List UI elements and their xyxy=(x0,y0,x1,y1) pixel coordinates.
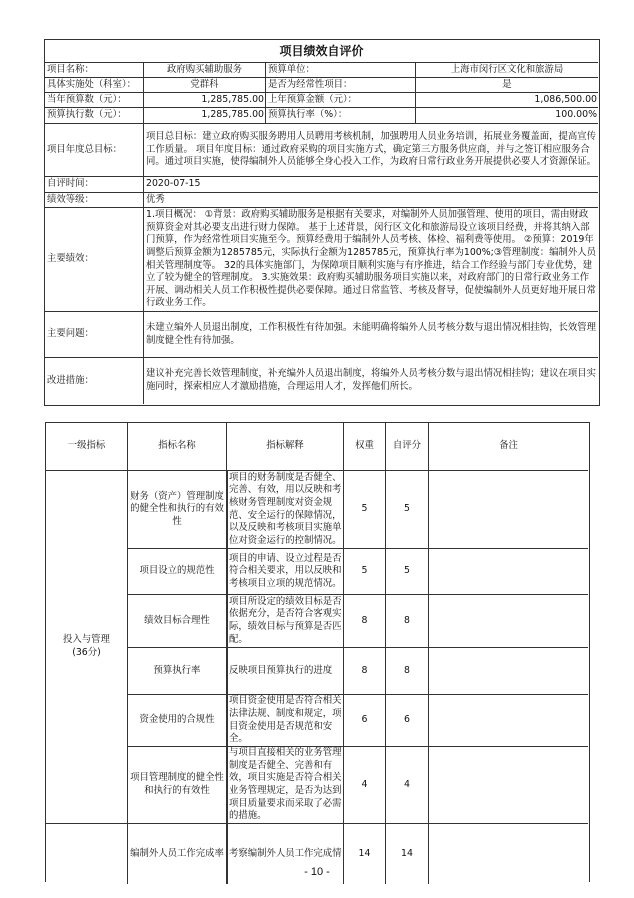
indicator-score: 4 xyxy=(386,747,429,824)
indicator-weight: 5 xyxy=(344,549,386,595)
performance-label: 主要绩效： xyxy=(45,208,144,312)
indicator-score: 8 xyxy=(386,595,429,648)
executed-value: 1,285,785.00 xyxy=(144,108,266,124)
indicator-name: 预算执行率 xyxy=(128,648,227,695)
page-title: 项目绩效自评价 xyxy=(45,40,598,63)
indicator-score: 5 xyxy=(386,471,429,549)
grade-label: 绩效等级： xyxy=(45,193,144,208)
group-title: 投入与管理 xyxy=(63,634,110,646)
header-note: 备注 xyxy=(429,423,588,471)
indicator-weight: 6 xyxy=(344,695,386,747)
indicator-explain: 项目所设定的绩效目标是否依据充分，是否符合客观实际，绩效目标与预算是否匹配。 xyxy=(227,595,344,648)
header-weight: 权重 xyxy=(344,423,386,471)
indicator-weight: 14 xyxy=(344,824,386,884)
goal-value: 项目总目标：建立政府购买服务聘用人员聘用考核机制，加强聘用人员业务培训，拓展业务覆盖面，提高宣传工作质量。 项目年度目标：通过政府采购的项目实施方式，确定第三方服务供应商，并与之签订相应服务合同。通过项目实施，使得编制外人员能够全身心投入工作，为政府日常行政业务开展提供必要人才资源保证。 xyxy=(144,124,598,177)
prev-budget-value: 1,086,500.00 xyxy=(416,93,598,108)
indicator-explain: 项目的申请、设立过程是否符合相关要求，用以反映和考核项目立项的规范情况。 xyxy=(227,549,344,595)
indicator-score: 8 xyxy=(386,648,429,695)
indicator-name: 项目管理制度的健全性和执行的有效性 xyxy=(128,747,227,824)
dept-value: 党群科 xyxy=(144,78,266,93)
indicator-explain: 反映项目预算执行的进度 xyxy=(227,648,344,695)
eval-date-label: 自评时间： xyxy=(45,177,144,193)
dept-label: 具体实施处（科室）： xyxy=(45,78,144,93)
indicator-table xyxy=(45,422,590,882)
goal-label: 项目年度总目标： xyxy=(45,124,144,177)
recurring-label: 是否为经常性项目： xyxy=(266,78,416,93)
annual-budget-label: 当年预算数（元）： xyxy=(45,93,144,108)
indicator-name: 绩效目标合理性 xyxy=(128,595,227,648)
annual-budget-value: 1,285,785.00 xyxy=(144,93,266,108)
indicator-note xyxy=(429,549,588,595)
executed-label: 预算执行数（元）： xyxy=(45,108,144,124)
header-name: 指标名称 xyxy=(128,423,227,471)
project-name-value: 政府购买辅助服务 xyxy=(144,63,266,78)
recurring-value: 是 xyxy=(416,78,598,93)
page-number: - 10 - xyxy=(304,866,330,878)
indicator-explain: 考察编制外人员工作完成情 xyxy=(227,824,344,884)
budget-unit-value: 上海市闵行区文化和旅游局 xyxy=(416,63,598,78)
header-score: 自评分 xyxy=(386,423,429,471)
indicator-name: 资金使用的合规性 xyxy=(128,695,227,747)
group-points: (36分) xyxy=(72,647,101,658)
problems-value: 未建立编外人员退出制度，工作积极性有待加强。未能明确将编外人员考核分数与退出情况相挂钩，长效管理制度健全性有待加强。 xyxy=(144,312,598,358)
indicator-name: 财务（资产）管理制度的健全性和执行的有效性 xyxy=(128,471,227,549)
summary-table xyxy=(44,39,600,406)
indicator-score: 6 xyxy=(386,695,429,747)
budget-unit-label: 预算单位： xyxy=(266,63,416,78)
indicator-explain: 项目资金使用是否符合相关法律法规、制度和规定，项目资金使用是否规范和安全。 xyxy=(227,695,344,747)
performance-value: 1.项目概况： ①背景：政府购买辅助服务是根据有关要求，对编制外人员加强管理、使用的项目，需由财政预算资金对其必要支出进行财力保障。 基于上述背景，闵行区文化和旅游局设立该项目经费，并将其纳入部门预算，作为经常性项目实施至今。预算经费用于编制外人员考核、体检、福利费等使用。 ②预算：2019年调整后预算金额为1285785元，实际执行金额为1285785元，预算执行率为100%;③管理制度：编制外人员相关管理制度等。 32的具体实施部门，为保障项目顺利实施与有序推进，结合工作经验与部门专业优势，建立了较为健全的管理制度。 3.实施效果：政府购买辅助服务项目实施以来，对政府部门的日常行政业务工作开展、调动相关人员工作积极性提供必要保障。通过日常监管、考核及督导，促使编制外人员更好地开展日常行政业务工作。 xyxy=(144,208,598,312)
indicator-weight: 8 xyxy=(344,595,386,648)
indicator-weight: 4 xyxy=(344,747,386,824)
indicator-name: 项目设立的规范性 xyxy=(128,549,227,595)
indicator-note xyxy=(429,471,588,549)
indicator-weight: 8 xyxy=(344,648,386,695)
indicator-note xyxy=(429,695,588,747)
indicator-note xyxy=(429,648,588,695)
header-level1: 一级指标 xyxy=(46,423,128,471)
indicator-score: 5 xyxy=(386,549,429,595)
indicator-score: 14 xyxy=(386,824,429,884)
indicator-explain: 与项目直接相关的业务管理制度是否健全、完善和有效，项目实施是否符合相关业务管理规定，是否为达到项目质量要求而采取了必需的措施。 xyxy=(227,747,344,824)
group-input-management xyxy=(46,471,128,824)
indicator-explain: 项目的财务制度是否健全、完善、有效，用以反映和考核财务管理制度对资金规范、安全运行的保障情况，以及反映和考核项目实施单位对资金运行的控制情况。 xyxy=(227,471,344,549)
exec-rate-value: 100.00% xyxy=(416,108,598,124)
project-name-label: 项目名称： xyxy=(45,63,144,78)
prev-budget-label: 上年预算金额（元）： xyxy=(266,93,416,108)
grade-value: 优秀 xyxy=(144,193,598,208)
exec-rate-label: 预算执行率（%）： xyxy=(266,108,416,124)
problems-label: 主要问题： xyxy=(45,312,144,358)
header-explain: 指标解释 xyxy=(227,423,344,471)
improvements-label: 改进措施： xyxy=(45,358,144,404)
indicator-weight: 5 xyxy=(344,471,386,549)
indicator-note xyxy=(429,747,588,824)
eval-date-value: 2020-07-15 xyxy=(144,177,598,193)
improvements-value: 建议补充完善长效管理制度，补充编外人员退出制度，将编外人员考核分数与退出情况相挂钩；建议在项目实施同时，探索相应人才激励措施，合理运用人才，发挥他们所长。 xyxy=(146,368,597,392)
indicator-name: 编制外人员工作完成率 xyxy=(128,824,227,884)
indicator-note xyxy=(429,595,588,648)
